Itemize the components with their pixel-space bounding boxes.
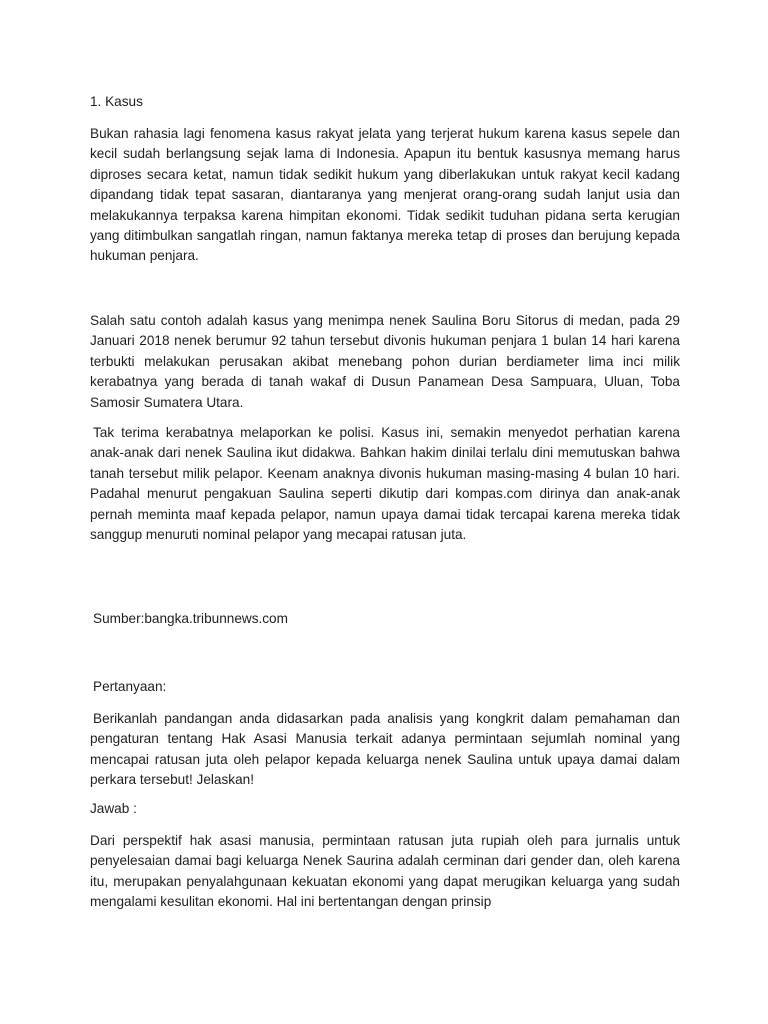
- paragraph-case-detail: Tak terima kerabatnya melaporkan ke polisi. Kasus ini, semakin menyedot perhatian karena anak-anak dari nenek Saulina ikut didakwa. Bahkan hakim dinilai terlalu dini memutuskan bahwa tanah tersebut milik pelapor. Keenam anaknya divonis hukuman masing-masing 4 bulan 10 hari. Padahal menurut pengakuan Saulina seperti dikutip dari kompas.com dirinya dan anak-anak pernah meminta maaf kepada pelapor, namun upaya damai tidak tercapai karena mereka tidak sanggup menuruti nominal pelapor yang mecapai ratusan juta.: [90, 425, 680, 543]
- source-line: Sumber:bangka.tribunnews.com: [93, 611, 288, 626]
- section-heading: 1. Kasus: [90, 94, 143, 109]
- answer-label: Jawab :: [90, 801, 137, 816]
- paragraph-case-example: Salah satu contoh adalah kasus yang menimpa nenek Saulina Boru Sitorus di medan, pada 29 Januari 2018 nenek berumur 92 tahun tersebut divonis hukuman penjara 1 bulan 14 hari karena terbukti melakukan perusakan akibat menebang pohon durian berdiameter lima inci milik kerabatnya yang berada di tanah wakaf di Dusun Panamean Desa Sampuara, Uluan, Toba Samosir Sumatera Utara.: [90, 313, 680, 410]
- question-text: Berikanlah pandangan anda didasarkan pada analisis yang kongkrit dalam pemahaman dan pengaturan tentang Hak Asasi Manusia terkait adanya permintaan sejumlah nominal yang mencapai ratusan juta oleh pelapor kepada keluarga nenek Saulina untuk upaya damai dalam perkara tersebut! Jelaskan!: [90, 711, 680, 788]
- answer-text: Dari perspektif hak asasi manusia, permintaan ratusan juta rupiah oleh para jurnalis untuk penyelesaian damai bagi keluarga Nenek Saurina adalah cerminan dari gender dan, oleh karena itu, merupakan penyalahgunaan kekuatan ekonomi yang dapat merugikan keluarga yang sudah mengalami kesulitan ekonomi. Hal ini bertentangan dengan prinsip: [90, 833, 680, 910]
- question-label: Pertanyaan:: [93, 679, 167, 694]
- paragraph-intro: Bukan rahasia lagi fenomena kasus rakyat jelata yang terjerat hukum karena kasus sepele dan kecil sudah berlangsung sejak lama di Indonesia. Apapun itu bentuk kasusnya memang harus diproses secara ketat, namun tidak sedikit hukum yang diberlakukan untuk rakyat kecil kadang dipandang tidak tepat sasaran, diantaranya yang menjerat orang-orang sudah lanjut usia dan melakukannya terpaksa karena himpitan ekonomi. Tidak sedikit tuduhan pidana serta kerugian yang ditimbulkan sangatlah ringan, namun faktanya mereka tetap di proses dan berujung kepada hukuman penjara.: [90, 126, 680, 264]
